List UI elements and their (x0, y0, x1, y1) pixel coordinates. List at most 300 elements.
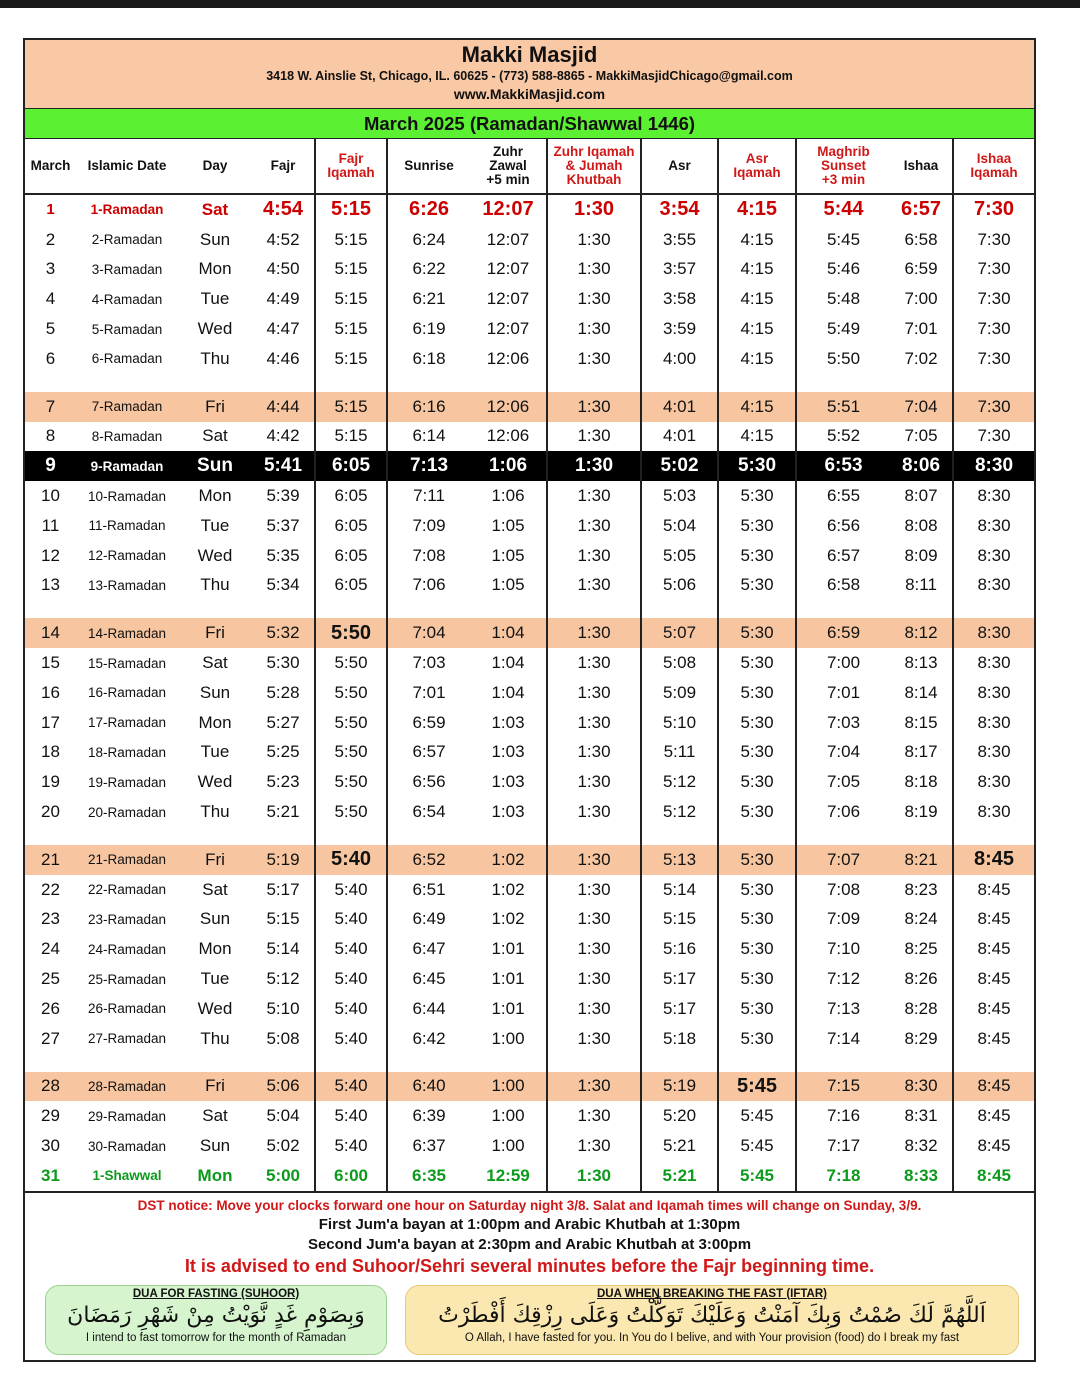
table-cell: Sat (202, 426, 228, 446)
table-cell: Thu (200, 802, 230, 822)
table-cell: 5-Ramadan (91, 321, 163, 337)
table-cell: 14-Ramadan (76, 618, 178, 648)
table-cell: 6:00 (315, 1161, 387, 1191)
table-cell: 1:01 (491, 939, 525, 959)
table-header (25, 139, 1034, 194)
table-cell: 4:15 (718, 255, 796, 285)
table-cell: 5:30 (718, 481, 796, 511)
table-cell: 8:45 (953, 1072, 1034, 1102)
table-cell: 4:54 (262, 198, 304, 221)
table-cell: 5:15 (315, 284, 387, 314)
table-cell: 1:30 (547, 994, 641, 1024)
table-cell: 6:05 (315, 571, 387, 601)
table-cell: Mon (198, 712, 232, 732)
table-cell: 5:04 (641, 511, 718, 541)
table-row (25, 511, 1034, 541)
table-cell: 5:15 (315, 392, 387, 422)
table-cell: 5:15 (315, 344, 387, 374)
table-cell: 1:30 (547, 738, 641, 768)
table-cell: 5:40 (315, 1131, 387, 1161)
table-cell: 4:15 (718, 344, 796, 374)
table-cell: 3:54 (641, 194, 718, 225)
table-cell: 15 (41, 653, 60, 673)
table-cell: 5:19 (641, 1072, 718, 1102)
table-cell: 1:00 (491, 1136, 525, 1155)
table-cell: 21 (25, 845, 76, 875)
table-cell: 5:30 (718, 797, 796, 827)
prayer-times-body (25, 194, 1034, 1191)
table-cell: Fri (178, 845, 252, 875)
table-cell: 7:30 (953, 225, 1034, 255)
table-cell: 5:28 (266, 682, 300, 702)
table-cell: 5:17 (266, 879, 300, 899)
table-cell: 1:30 (547, 344, 641, 374)
table-cell: 8:11 (905, 575, 937, 595)
table-cell: 1:04 (491, 653, 525, 673)
table-cell: 5:49 (796, 314, 890, 344)
table-cell: 8:30 (953, 511, 1034, 541)
table-row (25, 618, 1034, 648)
dst-notice: DST notice: Move your clocks forward one hour on Saturday night 3/8. Salat and Iqamah times will change on Sunday, 3/9. (137, 1197, 922, 1213)
table-cell: 12:06 (486, 426, 530, 446)
table-cell: 1:03 (491, 802, 525, 822)
table-cell: 5:14 (266, 939, 300, 959)
table-cell: 11 (41, 515, 60, 535)
table-cell: 5:50 (315, 738, 387, 768)
table-cell: Mon (198, 939, 232, 959)
table-cell: 5:30 (718, 541, 796, 571)
table-cell: 6:45 (387, 964, 470, 994)
table-cell: 30 (41, 1136, 60, 1155)
table-cell: 5:50 (315, 618, 387, 648)
table-cell: 7:17 (796, 1131, 890, 1161)
table-cell: 5:30 (718, 845, 796, 875)
table-cell: 8:23 (904, 879, 938, 899)
table-cell: 16-Ramadan (87, 685, 167, 701)
table-cell: 7:01 (904, 319, 938, 339)
table-cell: 8:30 (953, 767, 1034, 797)
table-row (25, 875, 1034, 905)
table-cell: 5:50 (315, 708, 387, 738)
table-cell: 4:47 (266, 319, 300, 339)
table-cell: 1:03 (491, 742, 525, 762)
table-cell: 5:25 (266, 742, 300, 762)
table-cell: 5:17 (641, 964, 718, 994)
table-cell: 1:30 (547, 284, 641, 314)
table-cell: 12:07 (486, 229, 530, 249)
table-cell: 15-Ramadan (87, 655, 167, 671)
table-cell: 8:45 (953, 994, 1034, 1024)
table-cell: 8:45 (953, 1101, 1034, 1131)
table-cell: 3:57 (641, 255, 718, 285)
table-cell: 3:59 (641, 314, 718, 344)
table-cell: 5:06 (641, 571, 718, 601)
table-cell: 6:56 (387, 767, 470, 797)
col-islamic-date: Islamic Date (76, 139, 178, 194)
table-cell: 26 (41, 998, 60, 1018)
table-cell: 6:18 (387, 344, 470, 374)
table-cell: 4:46 (266, 348, 300, 368)
table-cell: 5:27 (266, 712, 300, 732)
table-cell: 1-Ramadan (90, 202, 164, 218)
table-cell: 24 (41, 939, 60, 959)
col-ishaa: Ishaa (890, 139, 953, 194)
table-cell: 12-Ramadan (87, 548, 167, 564)
table-cell: 18 (41, 742, 60, 762)
table-cell: 6:05 (315, 481, 387, 511)
table-cell: 1:30 (547, 255, 641, 285)
table-cell: 6:59 (904, 259, 938, 279)
table-cell: 20 (41, 802, 60, 822)
table-row (25, 934, 1034, 964)
table-cell: 1:30 (547, 964, 641, 994)
table-cell: Wed (197, 319, 233, 339)
table-row (25, 1161, 1034, 1191)
table-row (25, 678, 1034, 708)
table-cell: 7:04 (890, 392, 953, 422)
table-cell: 5:45 (718, 1101, 796, 1131)
table-cell: 1:02 (470, 845, 547, 875)
table-cell: 5:37 (266, 515, 300, 535)
table-cell: 6:52 (387, 845, 470, 875)
table-row (25, 314, 1034, 344)
table-cell: 5:30 (718, 571, 796, 601)
table-cell: 23-Ramadan (87, 911, 167, 927)
col-fajr-iqamah: Fajr Iqamah (315, 139, 387, 194)
table-cell: 5:30 (718, 905, 796, 935)
table-cell: 5:30 (718, 767, 796, 797)
table-row (25, 225, 1034, 255)
table-cell: 5:30 (718, 964, 796, 994)
col-asr-iqamah: Asr Iqamah (718, 139, 796, 194)
table-row (25, 738, 1034, 768)
table-cell: 10 (41, 486, 60, 506)
table-cell: 4:44 (252, 392, 315, 422)
table-cell: 18-Ramadan (87, 744, 167, 760)
table-cell: 1 (46, 201, 55, 219)
table-cell: 5:12 (641, 767, 718, 797)
table-row (25, 708, 1034, 738)
table-cell: 5:12 (641, 797, 718, 827)
table-cell: 1:00 (491, 1028, 525, 1048)
table-cell: 9 (25, 451, 76, 481)
table-cell: 7:03 (387, 648, 470, 678)
table-cell: Tue (200, 515, 230, 535)
table-cell: 5:34 (266, 575, 300, 595)
table-cell: Thu (200, 1028, 230, 1048)
table-cell: 4:15 (718, 194, 796, 225)
table-cell: 8:30 (953, 708, 1034, 738)
masjid-address: 3418 W. Ainslie St, Chicago, IL. 60625 - (773) 588-8865 - MakkiMasjidChicago@gmail.com (266, 69, 793, 83)
table-cell: 8:24 (904, 909, 938, 929)
table-row (25, 767, 1034, 797)
table-cell: 12:07 (486, 319, 530, 339)
table-cell: 1:05 (491, 515, 525, 535)
table-cell: 6:35 (387, 1161, 470, 1191)
table-cell: 8:13 (904, 653, 938, 673)
table-cell: Fri (178, 392, 252, 422)
table-row (25, 964, 1034, 994)
table-row (25, 905, 1034, 935)
col-zuhr: Zuhr Zawal +5 min (470, 139, 547, 194)
table-cell: 10-Ramadan (87, 488, 167, 504)
table-cell: 19-Ramadan (87, 774, 167, 790)
table-row (25, 392, 1034, 422)
table-cell: 17 (41, 712, 60, 732)
table-cell: 1:30 (547, 314, 641, 344)
table-cell: 4:15 (718, 392, 796, 422)
table-cell: 5:11 (641, 738, 718, 768)
table-cell: 7:00 (796, 648, 890, 678)
table-cell: 1:30 (547, 392, 641, 422)
table-cell: 7:01 (796, 678, 890, 708)
table-cell: 8-Ramadan (91, 428, 163, 444)
table-cell: 5:45 (718, 1161, 796, 1191)
week-spacer (25, 374, 1034, 392)
table-cell: 6:57 (900, 198, 942, 221)
table-cell: 7:11 (387, 481, 470, 511)
table-cell: 4:42 (266, 426, 300, 446)
masjid-website: www.MakkiMasjid.com (453, 86, 606, 102)
table-cell: 25 (41, 969, 60, 989)
table-cell: 5:02 (266, 1136, 300, 1155)
table-cell: 28 (25, 1072, 76, 1102)
table-cell: Tue (200, 969, 230, 989)
table-row (25, 797, 1034, 827)
table-cell: 8:21 (890, 845, 953, 875)
table-cell: 6:14 (387, 422, 470, 452)
table-cell: 1:30 (547, 194, 641, 225)
table-cell: 8:30 (953, 648, 1034, 678)
table-cell: 7:02 (904, 348, 938, 368)
week-spacer (25, 1054, 1034, 1072)
table-cell: 5:52 (796, 422, 890, 452)
table-cell: 7:14 (796, 1024, 890, 1054)
table-cell: 5:17 (641, 994, 718, 1024)
table-cell: 5:40 (315, 1072, 387, 1102)
table-cell: 13 (41, 575, 60, 595)
table-cell: 8:30 (953, 738, 1034, 768)
table-cell: 4:50 (266, 259, 300, 279)
table-cell: 7:06 (387, 571, 470, 601)
masjid-name: Makki Masjid (461, 42, 598, 67)
top-border (0, 0, 1080, 8)
table-cell: 1:30 (547, 481, 641, 511)
table-cell: 7:13 (387, 451, 470, 481)
table-cell: 5:30 (718, 934, 796, 964)
table-cell: 5:41 (252, 451, 315, 481)
table-cell: 1:02 (491, 909, 525, 929)
col-asr: Asr (641, 139, 718, 194)
table-cell: 6:59 (796, 618, 890, 648)
table-cell: 7:09 (796, 905, 890, 935)
table-cell: 5:48 (796, 284, 890, 314)
col-zuhr-iqamah: Zuhr Iqamah & Jumah Khutbah (547, 139, 641, 194)
table-cell: 8:12 (890, 618, 953, 648)
table-cell: 16 (41, 682, 60, 702)
prayer-times-table (25, 139, 1034, 1191)
table-cell: 5:15 (315, 314, 387, 344)
table-cell: 4:01 (641, 422, 718, 452)
table-row (25, 541, 1034, 571)
table-cell: 6:05 (315, 451, 387, 481)
table-cell: 6:53 (796, 451, 890, 481)
table-cell: 6:54 (387, 797, 470, 827)
table-cell: Wed (197, 772, 233, 792)
table-cell: 7:10 (796, 934, 890, 964)
table-cell: 5:45 (718, 1072, 796, 1102)
table-cell: Sat (202, 879, 228, 899)
table-cell: 8:30 (953, 451, 1034, 481)
table-cell: 5:15 (641, 905, 718, 935)
table-cell: Wed (197, 998, 233, 1018)
footer-notices (25, 1191, 1034, 1344)
table-cell: 22 (41, 879, 60, 899)
table-cell: 6:59 (387, 708, 470, 738)
table-cell: 1:01 (491, 998, 525, 1018)
table-cell: 8 (45, 426, 56, 446)
table-cell: 3-Ramadan (91, 261, 163, 277)
table-cell: 1:30 (547, 767, 641, 797)
table-row (25, 1072, 1034, 1102)
table-cell: 4:15 (718, 284, 796, 314)
table-cell: 7:09 (387, 511, 470, 541)
table-cell: Thu (200, 575, 230, 595)
table-cell: 7:03 (796, 708, 890, 738)
table-cell: 1:30 (547, 422, 641, 452)
table-cell: 5:10 (641, 708, 718, 738)
table-cell: 30-Ramadan (87, 1138, 167, 1154)
table-cell: 5:23 (266, 772, 300, 792)
table-cell: 6:51 (387, 875, 470, 905)
table-cell: 28-Ramadan (76, 1072, 178, 1102)
table-cell: 17-Ramadan (87, 715, 167, 731)
table-row (25, 422, 1034, 452)
table-cell: 31 (41, 1165, 60, 1185)
table-cell: 8:14 (904, 682, 938, 702)
table-cell: 1:04 (491, 682, 525, 702)
prayer-timetable-sheet (23, 38, 1036, 1362)
table-cell: 6:58 (904, 229, 938, 249)
table-cell: Sun (178, 451, 252, 481)
table-cell: Sat (201, 199, 229, 219)
table-cell: 6:56 (796, 511, 890, 541)
table-cell: 1-Shawwal (92, 1168, 162, 1184)
table-cell: 1:30 (547, 511, 641, 541)
table-cell: 6:22 (387, 255, 470, 285)
table-cell: 5 (45, 319, 56, 339)
table-cell: 5:32 (252, 618, 315, 648)
table-cell: 7:04 (796, 738, 890, 768)
table-cell: 1:00 (470, 1072, 547, 1102)
table-cell: 1:30 (547, 1161, 641, 1191)
table-cell: 6-Ramadan (91, 351, 163, 367)
table-cell: 4-Ramadan (91, 291, 163, 307)
table-cell: 5:45 (796, 225, 890, 255)
table-cell: 7:05 (796, 767, 890, 797)
table-cell: 1:05 (491, 575, 525, 595)
table-cell: 6:21 (387, 284, 470, 314)
table-cell: 24-Ramadan (87, 941, 167, 957)
table-cell: 1:05 (491, 545, 525, 565)
jumah-notice-1: First Jum'a bayan at 1:00pm and Arabic Khutbah at 1:30pm (318, 1215, 741, 1233)
col-sunrise: Sunrise (387, 139, 470, 194)
table-row (25, 194, 1034, 225)
table-cell: 1:03 (491, 772, 525, 792)
jumah-notice-2: Second Jum'a bayan at 2:30pm and Arabic Khutbah at 3:00pm (307, 1235, 752, 1253)
table-cell: 1:30 (547, 1024, 641, 1054)
table-cell: 1:30 (547, 845, 641, 875)
table-cell: 7:00 (904, 289, 938, 309)
table-cell: 12:07 (486, 259, 530, 279)
table-cell: 7:30 (953, 422, 1034, 452)
table-cell: 1:03 (491, 712, 525, 732)
table-cell: 5:40 (315, 964, 387, 994)
table-cell: 1:06 (470, 451, 547, 481)
table-cell: 5:15 (315, 255, 387, 285)
table-cell: 5:06 (252, 1072, 315, 1102)
table-cell: 8:30 (890, 1072, 953, 1102)
col-ishaa-iqamah: Ishaa Iqamah (953, 139, 1034, 194)
table-cell: 5:35 (266, 545, 300, 565)
table-cell: 1:01 (491, 969, 525, 989)
table-cell: 6:58 (796, 571, 890, 601)
table-cell: Tue (200, 289, 230, 309)
table-cell: 6:40 (387, 1072, 470, 1102)
table-cell: 12:59 (486, 1165, 530, 1185)
table-cell: 7:30 (953, 255, 1034, 285)
table-cell: 7:07 (796, 845, 890, 875)
table-cell: 1:30 (547, 875, 641, 905)
table-cell: 7:13 (796, 994, 890, 1024)
table-cell: 1:30 (547, 541, 641, 571)
table-cell: 8:25 (904, 939, 938, 959)
table-cell: 22-Ramadan (87, 882, 167, 898)
table-cell: 8:45 (953, 1131, 1034, 1161)
table-cell: Mon (197, 1165, 233, 1185)
table-cell: 5:44 (796, 194, 890, 225)
table-cell: 13-Ramadan (87, 577, 167, 593)
table-cell: 8:09 (904, 545, 938, 565)
table-cell: 6:42 (387, 1024, 470, 1054)
table-cell: 7:15 (796, 1072, 890, 1102)
table-cell: 1:30 (547, 1072, 641, 1102)
table-cell: 1:30 (547, 934, 641, 964)
table-cell: 6:19 (387, 314, 470, 344)
table-cell: Tue (200, 742, 230, 762)
table-cell: 5:40 (315, 1101, 387, 1131)
table-cell: 5:09 (641, 678, 718, 708)
table-cell: 1:04 (470, 618, 547, 648)
table-cell: 8:33 (903, 1165, 939, 1185)
table-cell: 6:57 (387, 738, 470, 768)
table-cell: 5:39 (266, 486, 300, 506)
table-cell: 27-Ramadan (87, 1031, 167, 1047)
table-cell: 2 (45, 229, 56, 249)
table-cell: 5:19 (252, 845, 315, 875)
table-cell: Mon (198, 486, 232, 506)
table-cell: 7-Ramadan (76, 392, 178, 422)
week-spacer (25, 600, 1034, 618)
table-cell: 12:06 (470, 392, 547, 422)
table-cell: 1:30 (547, 1131, 641, 1161)
table-cell: 5:05 (641, 541, 718, 571)
table-cell: 5:40 (315, 934, 387, 964)
table-cell: 7:12 (796, 964, 890, 994)
table-cell: 1:30 (547, 225, 641, 255)
table-cell: 8:30 (953, 678, 1034, 708)
table-cell: 1:30 (547, 648, 641, 678)
